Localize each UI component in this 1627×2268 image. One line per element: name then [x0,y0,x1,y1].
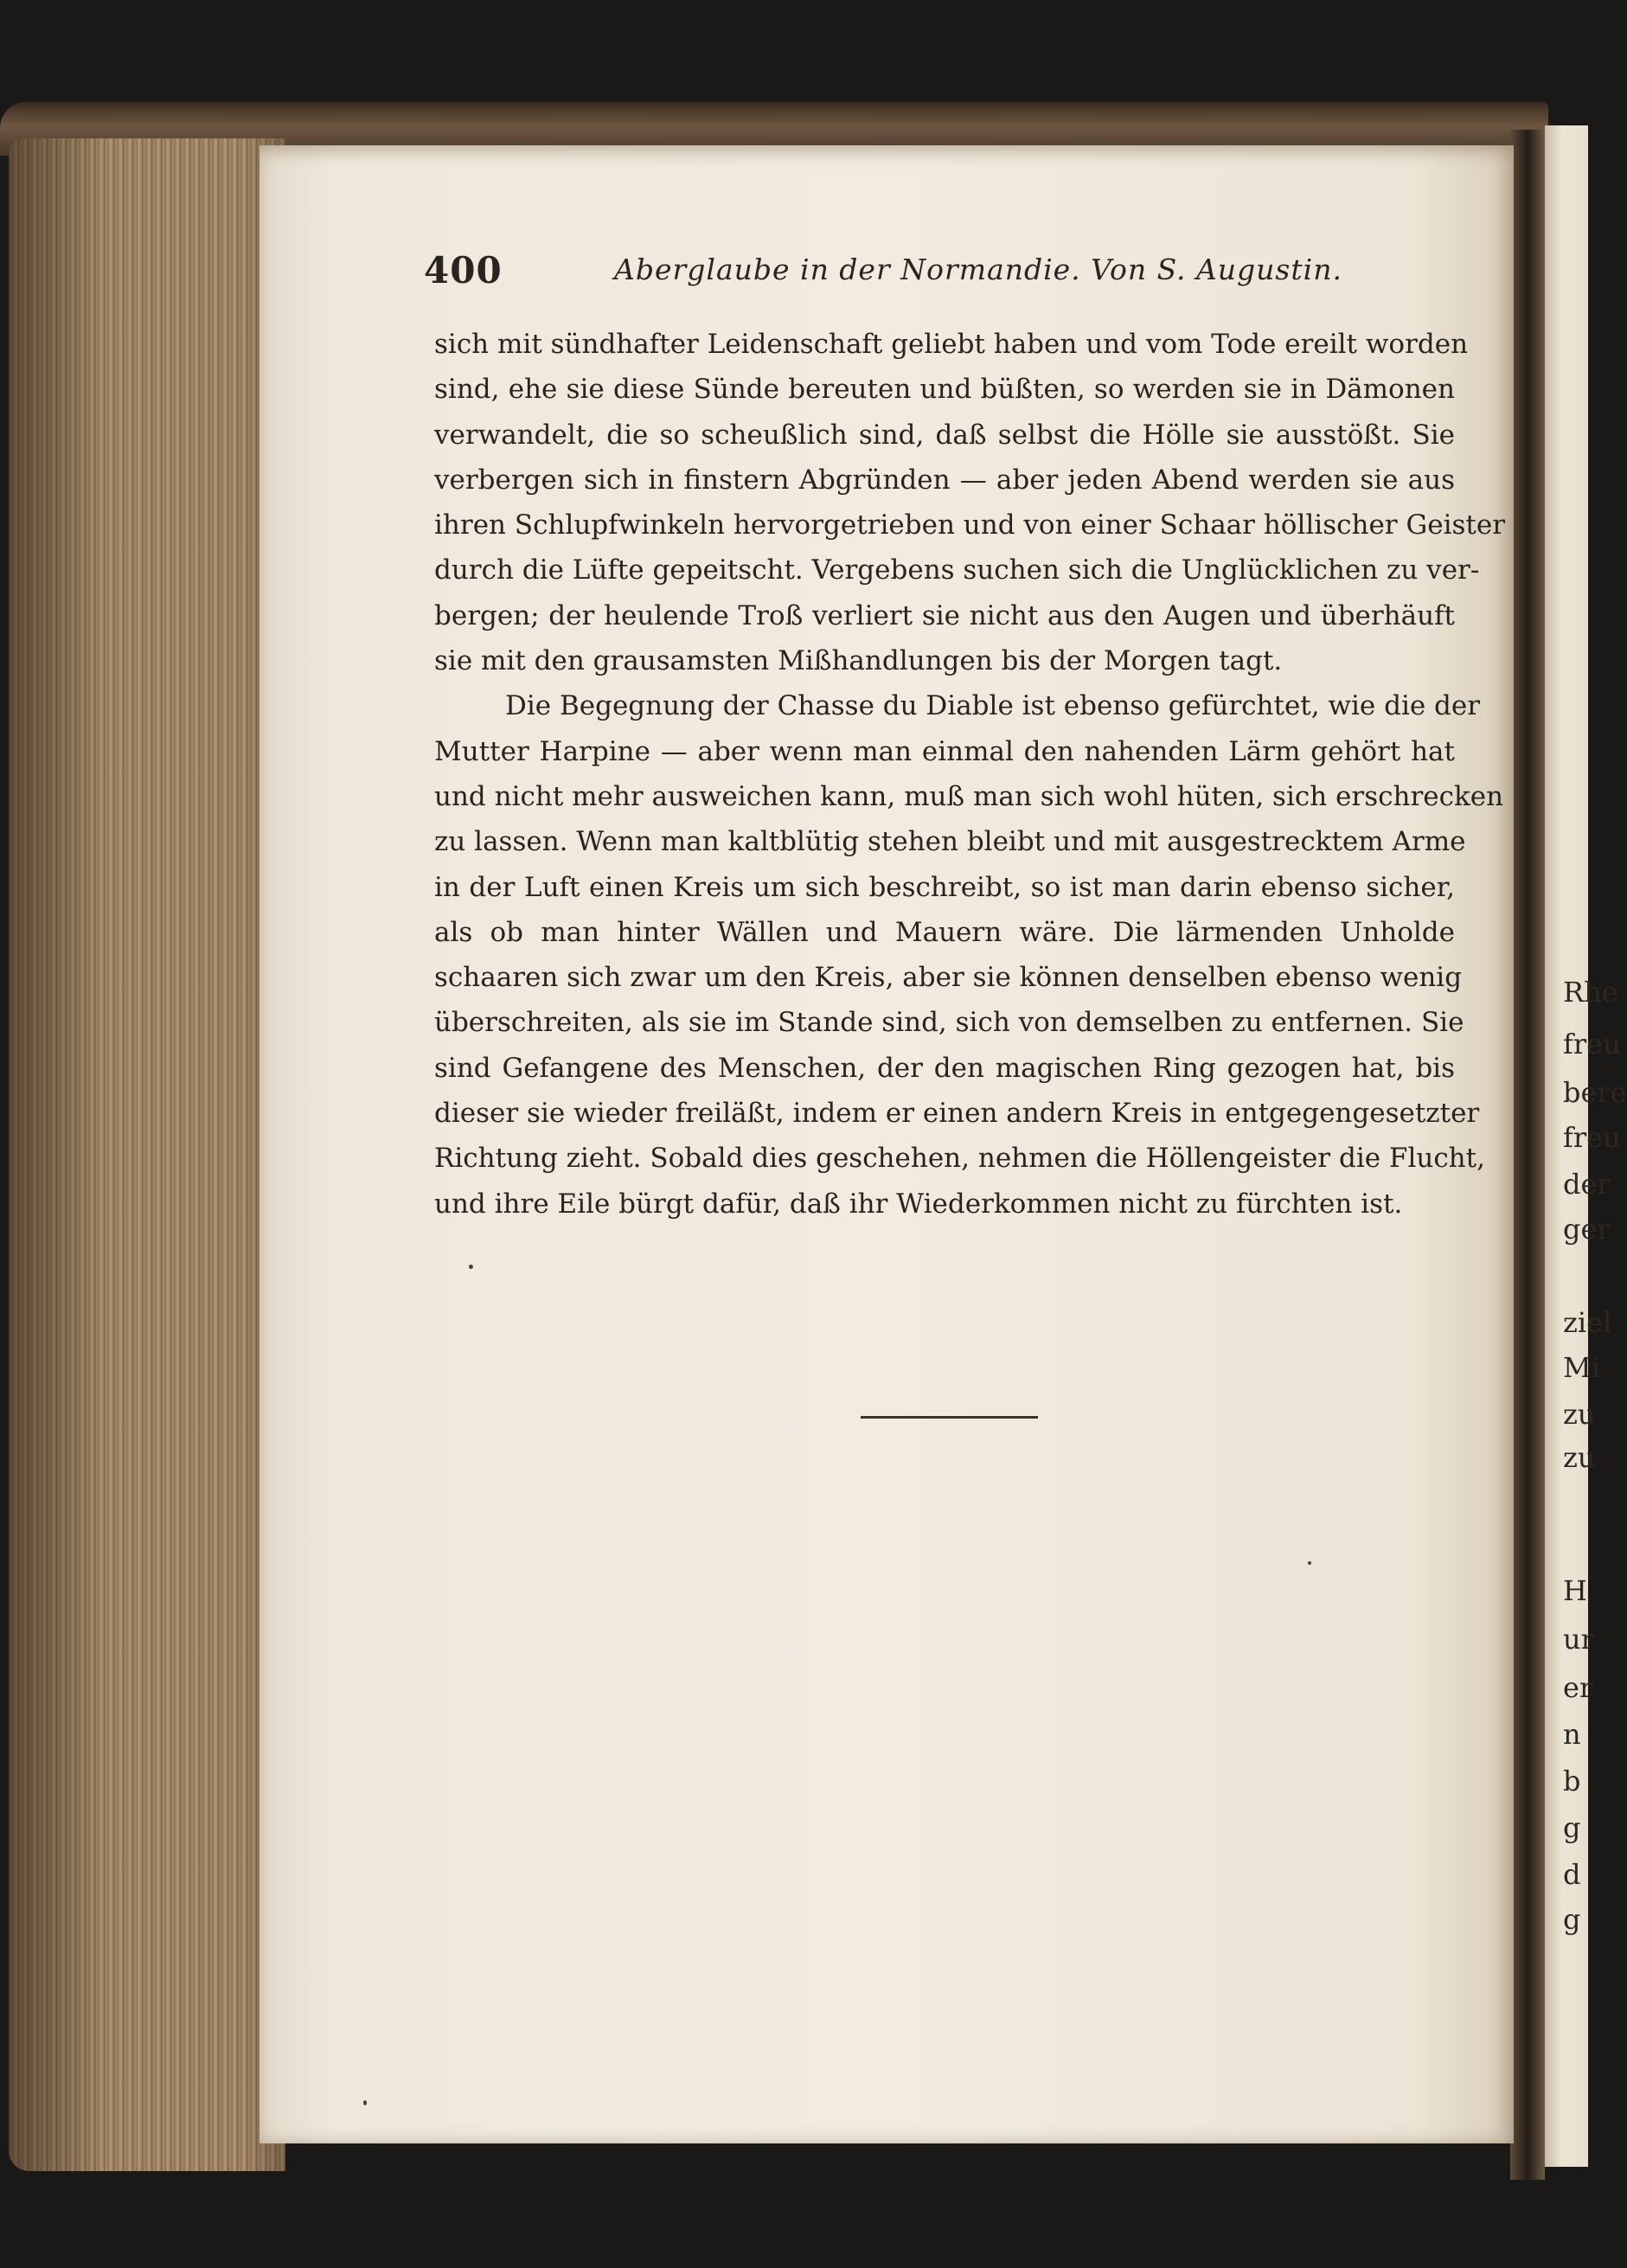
body-text [434,322,1506,1227]
facing-page-fragment: H [1563,1574,1587,1607]
running-title: Aberglaube in der Normandie. Von S. Augustin. [614,253,1342,286]
facing-page-fragment: g [1563,1811,1581,1844]
text-line: sind Gefangene des Menschen, der den magischen Ring gezogen hat, bis [434,1052,1455,1084]
text-line: und ihre Eile bürgt dafür, daß ihr Wiederkommen nicht zu fürchten ist. [434,1188,1403,1220]
text-line: Mutter Harpine — aber wenn man einmal den nahenden Lärm gehört hat [434,735,1455,767]
facing-page-fragment: freu [1563,1121,1621,1154]
facing-page-fragment: d [1563,1858,1581,1891]
facing-page-fragment: er [1563,1671,1593,1704]
paragraph-2 [434,683,1504,1227]
text-line: sind, ehe sie diese Sünde bereuten und büßten, so werden sie in Dämonen [434,374,1455,406]
facing-page-fragment: zu [1563,1441,1596,1474]
book-gutter [1510,130,1545,2180]
text-line: dieser sie wieder freiläßt, indem er einen andern Kreis in entgegengesetzter [434,1098,1480,1130]
facing-page-fragment: Rhe [1563,976,1618,1009]
text-line: und nicht mehr ausweichen kann, muß man sich wohl hüten, sich erschrecken [434,780,1504,812]
paper-speck [469,1265,473,1269]
paper-speck [363,2100,367,2105]
text-line: Die Begegnung der Chasse du Diable ist ebenso gefürchtet, wie die der [505,690,1481,722]
text-line: schaaren sich zwar um den Kreis, aber sie können denselben ebenso wenig [434,962,1463,994]
facing-page-fragment: ger [1563,1213,1611,1246]
text-line: bergen; der heulende Troß verliert sie nicht aus den Augen und überhäuft [434,599,1455,631]
text-line: sie mit den grausamsten Mißhandlungen bis der Morgen tagt. [434,645,1283,677]
paper-speck [1308,1561,1311,1565]
facing-page-fragment: der [1563,1168,1611,1201]
text-line: ihren Schlupfwinkeln hervorgetrieben und von einer Schaar höllischer Geister [434,509,1506,541]
text-line: verwandelt, die so scheußlich sind, daß selbst die Hölle sie ausstößt. Sie [434,419,1455,451]
text-line: Richtung zieht. Sobald dies geschehen, nehmen die Höllengeister die Flucht, [434,1143,1485,1175]
facing-page-fragment: bere [1563,1076,1627,1109]
paragraph-1 [434,322,1506,683]
facing-page-fragment: ur [1563,1623,1594,1656]
facing-page-fragment: freu [1563,1028,1621,1060]
facing-page-fragment: n [1563,1718,1581,1751]
text-line: in der Luft einen Kreis um sich beschreibt, so ist man darin ebenso sicher, [434,871,1455,903]
facing-page-fragment: Mi [1563,1351,1600,1384]
facing-page-fragment: ziel [1563,1306,1612,1339]
text-line: verbergen sich in finstern Abgründen — aber jeden Abend werden sie aus [434,464,1455,496]
text-line: durch die Lüfte gepeitscht. Vergebens suchen sich die Unglücklichen zu ver- [434,554,1480,586]
text-line: sich mit sündhafter Leidenschaft geliebt haben und vom Tode ereilt worden [434,329,1469,360]
facing-page-fragment: g [1563,1903,1581,1936]
text-line: überschreiten, als sie im Stande sind, sich von demselben zu entfernen. Sie [434,1007,1464,1039]
page-number: 400 [424,249,503,292]
facing-page-fragment: b [1563,1765,1581,1797]
page-stack-edges [9,138,285,2171]
section-end-rule [861,1416,1038,1419]
text-line: zu lassen. Wenn man kaltblütig stehen bleibt und mit ausgestrecktem Arme [434,826,1466,858]
text-line: als ob man hinter Wällen und Mauern wäre. Die lärmenden Unholde [434,916,1455,948]
facing-page-fragment: zu [1563,1398,1596,1431]
page-header [424,249,1462,292]
